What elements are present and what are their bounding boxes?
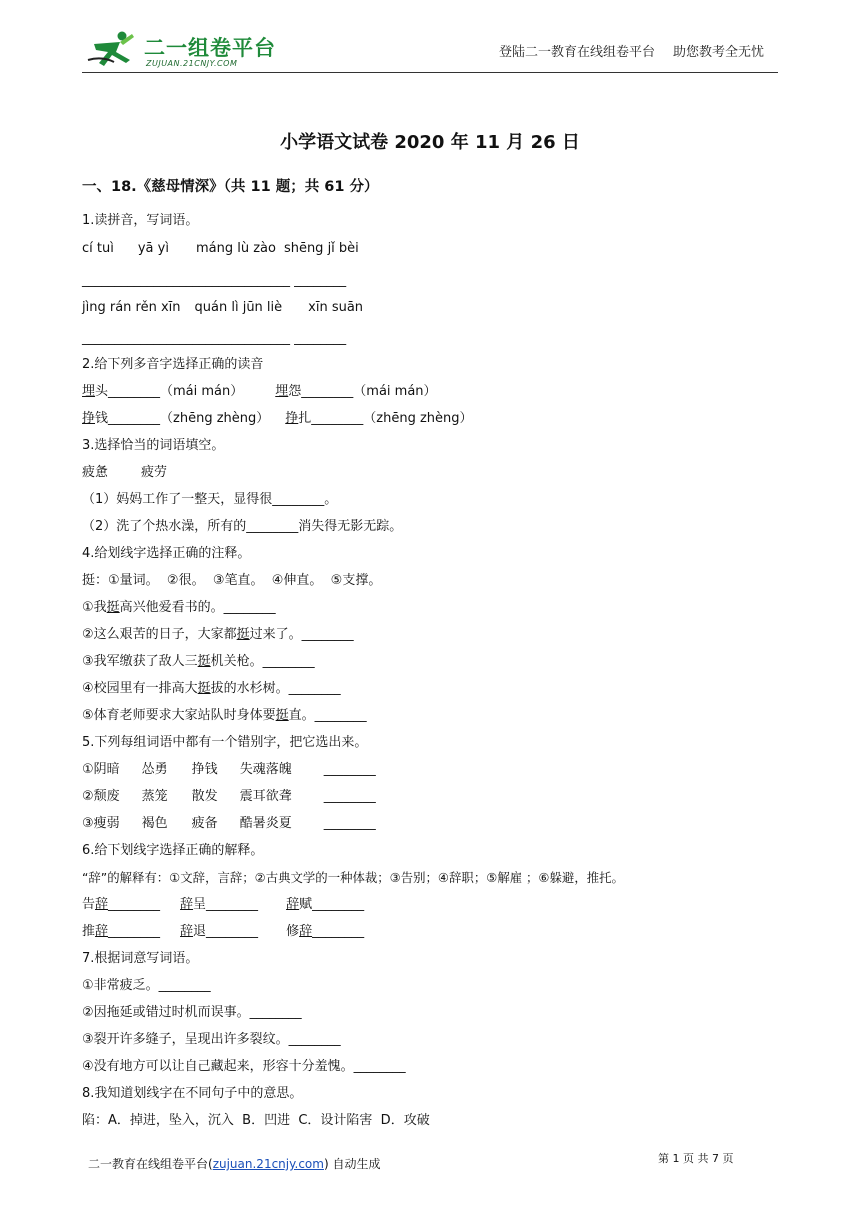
logo-subtext: ZUJUAN.21CNJY.COM <box>146 59 238 68</box>
underlined-char: 辞 <box>180 924 194 939</box>
underlined-char: 埋 <box>275 384 289 399</box>
text: 过来了。________ <box>249 627 354 642</box>
q4-sentence-5[interactable] <box>82 707 367 725</box>
answer-blank[interactable]: ________ <box>323 816 376 831</box>
underlined-char: 挺 <box>197 654 211 669</box>
runner-logo-icon <box>86 30 142 70</box>
text: ②这么艰苦的日子，大家都 <box>82 627 237 642</box>
answer-blank[interactable]: ________ <box>108 897 161 912</box>
underlined-char: 辞 <box>95 897 109 912</box>
q2-row-2 <box>82 410 473 428</box>
q3-sentence-1[interactable]: （1）妈妈工作了一整天，显得很________。 <box>82 492 338 507</box>
q2-item[interactable]: 钱________（zhēng zhèng） <box>95 411 270 426</box>
answer-blank[interactable]: 退________ <box>193 924 259 939</box>
word: 疲备 <box>191 816 218 831</box>
q3-stem: 3.选择恰当的词语填空。 <box>82 438 225 453</box>
word: 震耳欲聋 <box>239 789 292 804</box>
q4-sentence-2[interactable] <box>82 626 354 644</box>
header-tagline <box>499 41 764 60</box>
text: 高兴他爱看书的。________ <box>119 600 276 615</box>
underlined-char: 埋 <box>82 384 96 399</box>
q2-stem: 2.给下列多音字选择正确的读音 <box>82 357 264 372</box>
q1-stem: 1.读拼音，写词语。 <box>82 213 199 228</box>
q4-stem: 4.给划线字选择正确的注释。 <box>82 546 251 561</box>
pinyin: xīn suān <box>308 300 364 315</box>
q5-stem: 5.下列每组词语中都有一个错别字，把它选出来。 <box>82 735 368 750</box>
q1-blank-row-2[interactable]: ________________________________ ________ <box>82 331 347 346</box>
word: ①阴暗 <box>82 762 120 777</box>
logo-text: 二一组卷平台 <box>144 36 276 60</box>
text: 告 <box>82 897 96 912</box>
page-header <box>82 28 778 73</box>
q7-stem: 7.根据词意写词语。 <box>82 951 199 966</box>
word: 蒸笼 <box>141 789 168 804</box>
q1-pinyin-row-1 <box>82 240 359 258</box>
q3-sentence-2[interactable]: （2）洗了个热水澡，所有的________消失得无影无踪。 <box>82 519 403 534</box>
q2-item[interactable]: 怨________（mái mán） <box>288 384 437 399</box>
q2-item[interactable]: 扎________（zhēng zhèng） <box>298 411 473 426</box>
q4-definitions: 挺：①量词。 ②很。 ③笔直。 ④伸直。 ⑤支撑。 <box>82 573 382 588</box>
header-link-login[interactable]: 登陆二一教育在线组卷平台 <box>498 45 655 60</box>
text: 拔的水杉树。________ <box>210 681 341 696</box>
q7-item-4[interactable]: ④没有地方可以让自己藏起来，形容十分羞愧。________ <box>82 1059 406 1074</box>
text: 直。________ <box>288 708 367 723</box>
pinyin: shēng jǐ bèi <box>283 241 359 256</box>
underlined-char: 辞 <box>286 897 300 912</box>
q1-pinyin-row-2 <box>82 299 363 317</box>
underlined-char: 辞 <box>95 924 109 939</box>
answer-blank[interactable]: ________ <box>323 789 376 804</box>
answer-blank[interactable]: 呈________ <box>193 897 259 912</box>
q4-sentence-3[interactable] <box>82 653 315 671</box>
footer-source <box>88 1155 380 1172</box>
underlined-char: 辞 <box>299 924 313 939</box>
word: 褐色 <box>141 816 168 831</box>
q2-row-1 <box>82 383 437 401</box>
word: 怂勇 <box>141 762 168 777</box>
q6-row-1[interactable] <box>82 896 364 914</box>
underlined-char: 挺 <box>275 708 289 723</box>
word: ②颓废 <box>82 789 120 804</box>
footer-text: ) 自动生成 <box>323 1157 381 1171</box>
q7-item-3[interactable]: ③裂开许多缝子，呈现出许多裂纹。________ <box>82 1032 341 1047</box>
text: ⑤体育老师要求大家站队时身体要 <box>82 708 276 723</box>
pinyin: cí tuì <box>82 241 114 256</box>
text: 推 <box>82 924 96 939</box>
underlined-char: 挺 <box>236 627 250 642</box>
underlined-char: 挣 <box>285 411 299 426</box>
q5-row-2[interactable] <box>82 788 376 806</box>
footer-text: 二一教育在线组卷平台( <box>88 1157 213 1171</box>
underlined-char: 挺 <box>197 681 211 696</box>
footer-link[interactable]: zujuan.21cnjy.com <box>212 1157 324 1171</box>
underlined-char: 辞 <box>180 897 194 912</box>
page-number: 第 1 页 共 7 页 <box>658 1152 734 1165</box>
q8-options: 陷：A．掉进，坠入，沉入 B．凹进 C．设计陷害 D．攻破 <box>82 1113 430 1128</box>
underlined-char: 挣 <box>82 411 96 426</box>
page-title: 小学语文试卷 2020 年 11 月 26 日 <box>280 132 580 153</box>
text: ③我军缴获了敌人三 <box>82 654 198 669</box>
q5-row-3[interactable] <box>82 815 376 833</box>
word: 失魂落魄 <box>239 762 292 777</box>
q6-definitions: “辞”的解释有：①文辞，言辞；②古典文学的一种体裁；③告别；④辞职；⑤解雇 ；⑥躲避，推托。 <box>82 870 624 885</box>
text: ①我 <box>82 600 107 615</box>
answer-blank[interactable]: ________ <box>108 924 161 939</box>
text: 机关枪。________ <box>210 654 315 669</box>
answer-blank[interactable]: ________ <box>323 762 376 777</box>
underlined-char: 挺 <box>106 600 120 615</box>
q2-item[interactable]: 头________（mái mán） <box>95 384 244 399</box>
q4-sentence-1[interactable] <box>82 599 276 617</box>
q5-row-1[interactable] <box>82 761 376 779</box>
q6-row-2[interactable] <box>82 923 364 941</box>
section-heading: 一、18.《慈母情深》（共 11 题；共 61 分） <box>82 179 379 195</box>
site-logo[interactable] <box>86 28 276 72</box>
word: 酷暑炎夏 <box>239 816 292 831</box>
pinyin: máng lù zào <box>195 241 276 256</box>
answer-blank[interactable]: ________ <box>312 924 365 939</box>
text: 修 <box>286 924 300 939</box>
q1-blank-row-1[interactable]: ________________________________ ________ <box>82 273 347 288</box>
q7-item-1[interactable]: ①非常疲乏。________ <box>82 978 211 993</box>
q4-sentence-4[interactable] <box>82 680 341 698</box>
q3-word-choices: 疲惫 疲劳 <box>82 465 168 480</box>
q8-stem: 8.我知道划线字在不同句子中的意思。 <box>82 1086 303 1101</box>
pinyin: yā yì <box>137 241 169 256</box>
q6-stem: 6.给下划线字选择正确的解释。 <box>82 843 264 858</box>
q7-item-2[interactable]: ②因拖延或错过时机而误事。________ <box>82 1005 302 1020</box>
pinyin: jìng rán rěn xīn <box>82 300 181 315</box>
header-slogan: 助您教考全无忧 <box>672 45 764 60</box>
answer-blank[interactable]: 赋________ <box>299 897 365 912</box>
pinyin: quán lì jūn liè <box>194 300 283 315</box>
word: ③瘦弱 <box>82 816 120 831</box>
word: 散发 <box>191 789 218 804</box>
word: 挣钱 <box>191 762 218 777</box>
text: ④校园里有一排高大 <box>82 681 198 696</box>
